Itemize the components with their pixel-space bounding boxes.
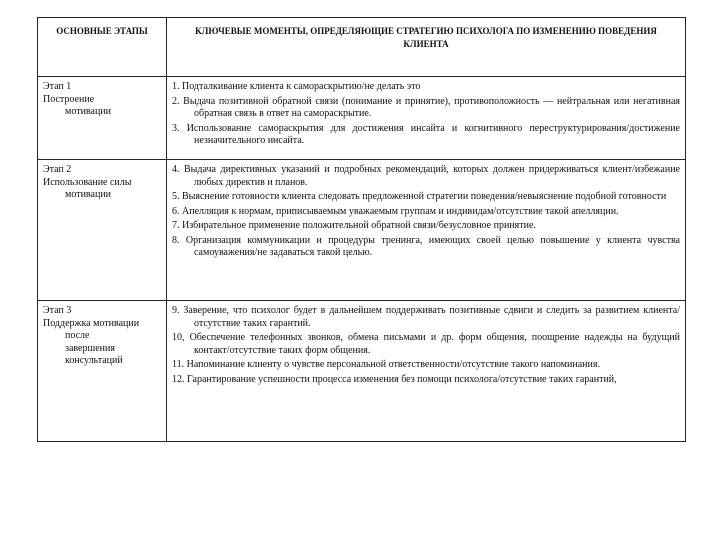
list-item: 2. Выдача позитивной обратной связи (понимание и принятие), противоположность — нейтральная или негативная обратная связь в ответ на самораскрытие. bbox=[172, 95, 680, 119]
stage-cell bbox=[38, 160, 167, 301]
list-item: 6. Апелляция к нормам, приписываемым уважаемым группам и индивидам/отсутствие такой апелляции. bbox=[172, 205, 619, 217]
list-item: 11. Напоминание клиенту о чувстве персональной ответственности/отсутствие такого напоминания. bbox=[172, 359, 600, 370]
header-stages: ОСНОВНЫЕ ЭТАПЫ bbox=[38, 18, 167, 77]
list-item: 10, Обеспечение телефонных звонков, обмена письмами и др. форм общения, поощрение надежды на будущий контакт/отсутствие таких форм общения. bbox=[172, 332, 680, 356]
list-item: 5. Выяснение готовности клиента следовать предложенной стратегии поведения/невыяснение подобной готовности bbox=[172, 191, 667, 202]
stage-name: Использование силы bbox=[43, 176, 132, 188]
stage-title: Этап 2 bbox=[43, 164, 72, 175]
list-item: 7. Избирательное применение положительной обратной связи/безусловное принятие. bbox=[172, 220, 536, 231]
list-item: 4. Выдача директивных указаний и подробных рекомендаций, которых должен придерживаться клиент/избежание любых директив и планов. bbox=[172, 164, 680, 188]
table-header-row bbox=[38, 18, 686, 77]
stage-name: завершения bbox=[65, 342, 115, 354]
moments-cell bbox=[167, 160, 686, 301]
table-row bbox=[38, 301, 686, 442]
stages-table bbox=[37, 17, 686, 442]
stage-name: Построение bbox=[43, 93, 95, 105]
stage-name: мотивации bbox=[65, 106, 112, 117]
stage-name: консультаций bbox=[65, 355, 123, 366]
table-row bbox=[38, 77, 686, 160]
stage-name: после bbox=[65, 330, 90, 341]
list-item: 3. Использование самораскрытия для достижения инсайта и когнитивного переструктурирования/достижение незначительного инсайта. bbox=[172, 122, 680, 146]
moments-cell bbox=[167, 77, 686, 160]
stage-cell bbox=[38, 77, 167, 160]
list-item: 12. Гарантирование успешности процесса изменения без помощи психолога/отсутствие таких гарантий, bbox=[172, 373, 617, 385]
stage-name: Поддержка мотивации bbox=[43, 317, 140, 329]
stage-cell bbox=[38, 301, 167, 442]
moments-cell bbox=[167, 301, 686, 442]
stage-name: мотивации bbox=[65, 189, 112, 200]
list-item: 9. Заверение, что психолог будет в дальнейшем поддерживать позитивные сдвиги и следить за развитием клиента/отсутствие таких гарантий. bbox=[172, 305, 680, 329]
stage-title: Этап 3 bbox=[43, 305, 72, 316]
list-item: 8. Организация коммуникации и процедуры тренинга, имеющих своей целью повышение у клиента чувства самоуважения/не задаваться такой целью. bbox=[172, 234, 680, 258]
list-item: 1. Подталкивание клиента к самораскрытию/не делать это bbox=[172, 81, 421, 92]
header-key-moments: КЛЮЧЕВЫЕ МОМЕНТЫ, ОПРЕДЕЛЯЮЩИЕ СТРАТЕГИЮ ПСИХОЛОГА ПО ИЗМЕНЕНИЮ ПОВЕДЕНИЯ КЛИЕНТА bbox=[167, 18, 686, 77]
table-row bbox=[38, 160, 686, 301]
stage-title: Этап 1 bbox=[43, 81, 72, 92]
